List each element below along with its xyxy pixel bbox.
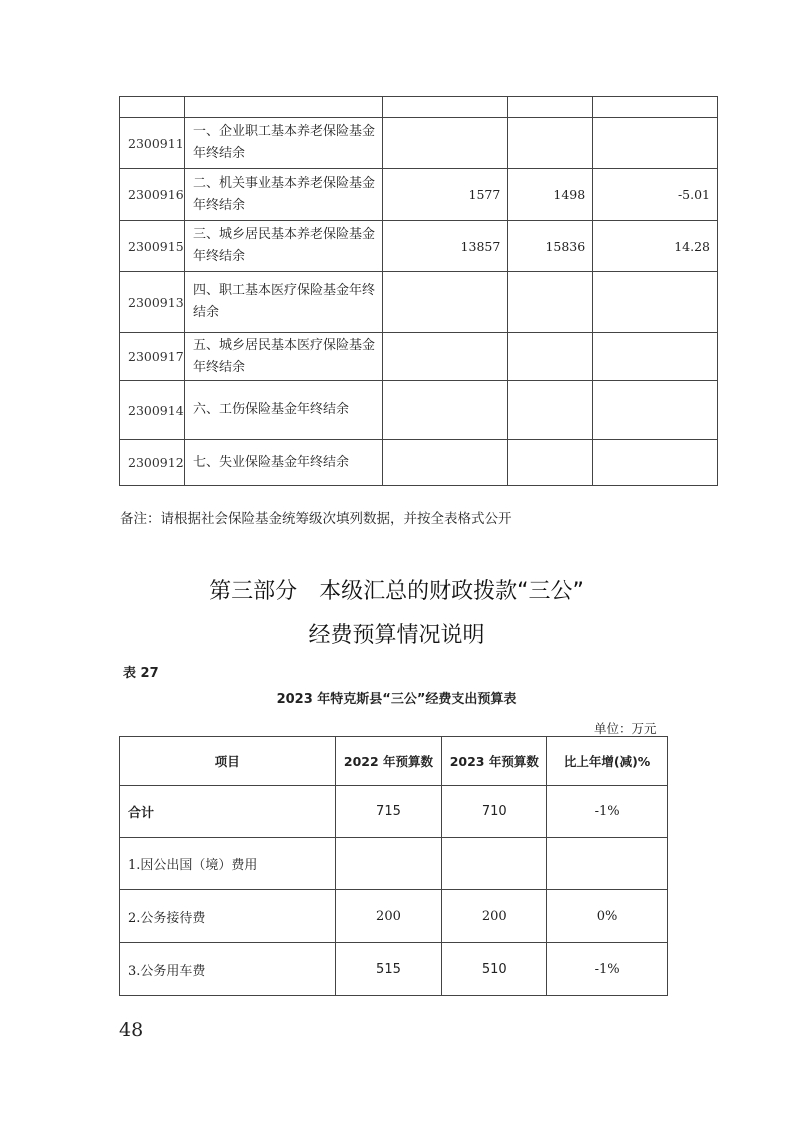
- value-cell: [508, 118, 593, 169]
- value-cell: 510: [442, 943, 547, 996]
- value-cell: 715: [335, 786, 442, 838]
- item-cell: 3.公务用车费: [120, 943, 336, 996]
- value-cell: [508, 333, 593, 381]
- section-title: 第三部分 本级汇总的财政拨款“三公”: [209, 579, 584, 604]
- value-cell: -1%: [547, 786, 668, 838]
- table-header-row: [120, 737, 668, 786]
- code-cell: 2300916: [120, 169, 185, 221]
- value-cell: 710: [442, 786, 547, 838]
- item-cell: 1.因公出国（境）费用: [120, 838, 336, 890]
- value-cell: [382, 440, 508, 486]
- table-row: [120, 943, 668, 996]
- value-cell: 13857: [382, 221, 508, 272]
- name-cell: 四、职工基本医疗保险基金年终结余: [184, 272, 382, 333]
- table-row: [120, 333, 718, 381]
- value-cell: 15836: [508, 221, 593, 272]
- value-cell: [508, 97, 593, 118]
- table-row: [120, 440, 718, 486]
- value-cell: [593, 97, 718, 118]
- value-cell: [508, 440, 593, 486]
- table-row: [120, 381, 718, 440]
- value-cell: [382, 333, 508, 381]
- table-row: [120, 221, 718, 272]
- value-cell: [593, 333, 718, 381]
- table-row: [120, 890, 668, 943]
- code-cell: 2300917: [120, 333, 185, 381]
- value-cell: -1%: [547, 943, 668, 996]
- column-header: 项目: [120, 737, 336, 786]
- value-cell: [382, 381, 508, 440]
- value-cell: 200: [335, 890, 442, 943]
- value-cell: [508, 381, 593, 440]
- name-cell: 二、机关事业基本养老保险基金年终结余: [184, 169, 382, 221]
- code-cell: 2300913: [120, 272, 185, 333]
- value-cell: 515: [335, 943, 442, 996]
- item-cell: 合计: [120, 786, 336, 838]
- value-cell: [593, 440, 718, 486]
- code-cell: 2300912: [120, 440, 185, 486]
- table-row: [120, 97, 718, 118]
- unit-label: 单位：万元: [594, 721, 657, 736]
- value-cell: 0%: [547, 890, 668, 943]
- table-note: 备注：请根据社会保险基金统筹级次填列数据，并按全表格式公开: [120, 511, 512, 527]
- name-cell: [184, 97, 382, 118]
- column-header: 2023 年预算数: [442, 737, 547, 786]
- code-cell: 2300915: [120, 221, 185, 272]
- section-title-continued: 经费预算情况说明: [308, 623, 485, 648]
- value-cell: [382, 97, 508, 118]
- value-cell: -5.01: [593, 169, 718, 221]
- item-cell: 2.公务接待费: [120, 890, 336, 943]
- three-public-expenses-table: [119, 736, 668, 996]
- value-cell: 200: [442, 890, 547, 943]
- name-cell: 一、企业职工基本养老保险基金年终结余: [184, 118, 382, 169]
- value-cell: [442, 838, 547, 890]
- name-cell: 三、城乡居民基本养老保险基金年终结余: [184, 221, 382, 272]
- table-row: [120, 786, 668, 838]
- name-cell: 五、城乡居民基本医疗保险基金年终结余: [184, 333, 382, 381]
- page-number: 48: [119, 1019, 144, 1041]
- table-row: [120, 118, 718, 169]
- fund-balance-table: [119, 96, 718, 486]
- value-cell: [335, 838, 442, 890]
- name-cell: 六、工伤保险基金年终结余: [184, 381, 382, 440]
- value-cell: [593, 381, 718, 440]
- value-cell: [593, 272, 718, 333]
- value-cell: [547, 838, 668, 890]
- value-cell: [382, 272, 508, 333]
- code-cell: 2300911: [120, 118, 185, 169]
- value-cell: 1498: [508, 169, 593, 221]
- value-cell: [593, 118, 718, 169]
- column-header: 2022 年预算数: [335, 737, 442, 786]
- name-cell: 七、失业保险基金年终结余: [184, 440, 382, 486]
- table-row: [120, 838, 668, 890]
- value-cell: 1577: [382, 169, 508, 221]
- table-label: 表 27: [123, 666, 159, 681]
- table-row: [120, 169, 718, 221]
- value-cell: [508, 272, 593, 333]
- table-row: [120, 272, 718, 333]
- value-cell: 14.28: [593, 221, 718, 272]
- column-header: 比上年增(减)%: [547, 737, 668, 786]
- code-cell: 2300914: [120, 381, 185, 440]
- value-cell: [382, 118, 508, 169]
- code-cell: [120, 97, 185, 118]
- table-title: 2023 年特克斯县“三公”经费支出预算表: [276, 692, 517, 707]
